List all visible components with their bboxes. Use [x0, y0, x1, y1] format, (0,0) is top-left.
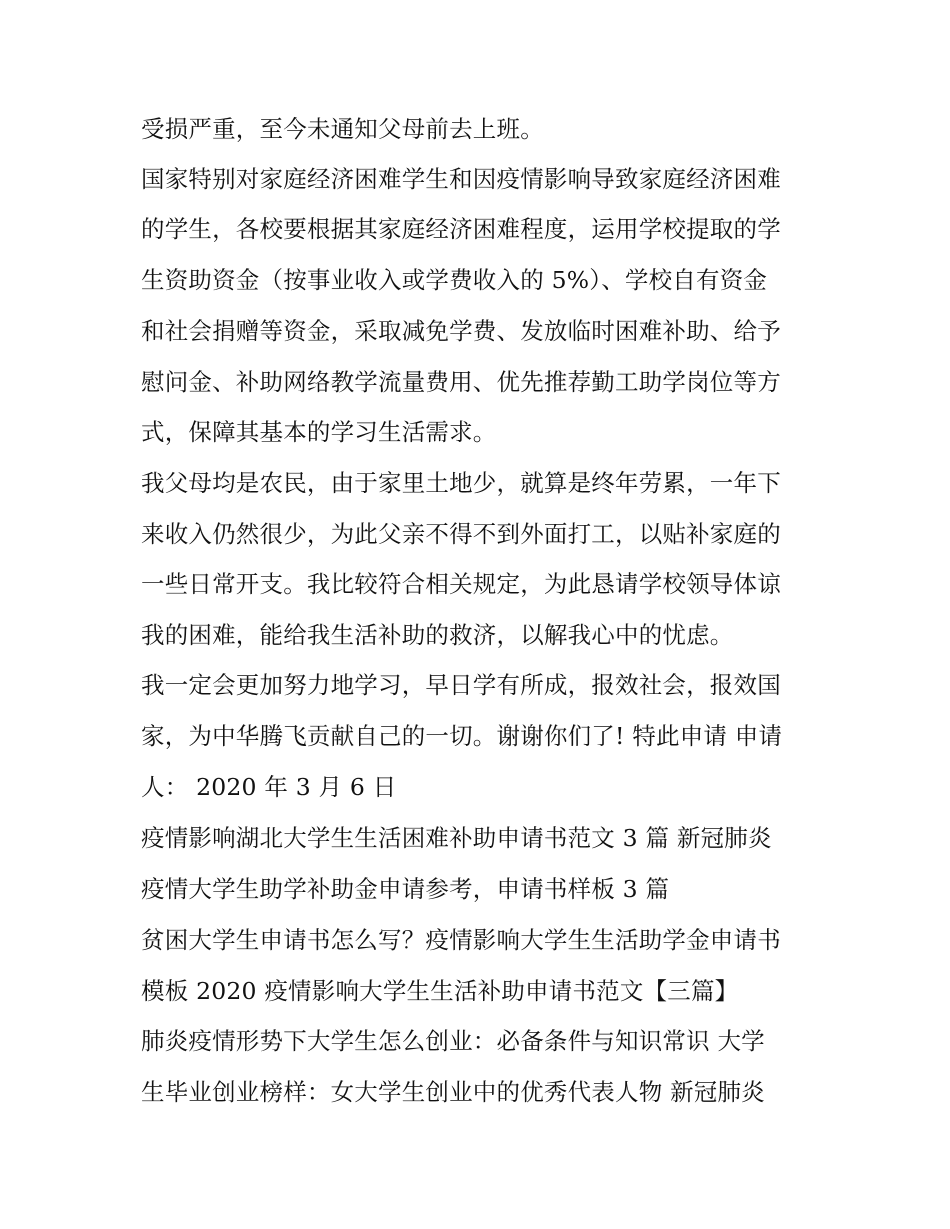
text-line: 人： 2020 年 3 月 6 日 [141, 773, 397, 801]
text-line: 家，为中华腾飞贡献自己的一切。谢谢你们了! 特此申请 申请 [141, 722, 783, 750]
text-line: 受损严重，至今未通知父母前去上班。 [141, 115, 544, 143]
text-line: 的学生，各校要根据其家庭经济困难程度，运用学校提取的学 [141, 215, 781, 243]
text-line: 贫困大学生申请书怎么写？疫情影响大学生生活助学金申请书 [141, 926, 781, 954]
text-line: 来收入仍然很少，为此父亲不得不到外面打工，以贴补家庭的 [141, 520, 781, 548]
text-line: 我父母均是农民，由于家里土地少，就算是终年劳累，一年下 [141, 469, 781, 497]
text-line: 慰问金、补助网络教学流量费用、优先推荐勤工助学岗位等方 [141, 368, 781, 396]
text-line: 生毕业创业榜样：女大学生创业中的优秀代表人物 新冠肺炎 [141, 1078, 765, 1106]
text-line: 疫情大学生助学补助金申请参考，申请书样板 3 篇 [141, 875, 670, 903]
text-line: 我一定会更加努力地学习，早日学有所成，报效社会，报效国 [141, 671, 781, 699]
text-line: 疫情影响湖北大学生生活困难补助申请书范文 3 篇 新冠肺炎 [141, 824, 772, 852]
text-line: 模板 2020 疫情影响大学生生活补助申请书范文【三篇】 [141, 977, 739, 1005]
text-line: 式，保障其基本的学习生活需求。 [141, 418, 497, 446]
text-line: 肺炎疫情形势下大学生怎么创业：必备条件与知识常识 大学 [141, 1027, 765, 1055]
text-line: 和社会捐赠等资金，采取减免学费、发放临时困难补助、给予 [141, 317, 781, 345]
text-line: 我的困难，能给我生活补助的救济，以解我心中的忧虑。 [141, 621, 734, 649]
text-line: 生资助资金（按事业收入或学费收入的 5%）、学校自有资金 [141, 266, 768, 294]
text-line: 国家特别对家庭经济困难学生和因疫情影响导致家庭经济困难 [141, 165, 781, 193]
text-line: 一些日常开支。我比较符合相关规定，为此恳请学校领导体谅 [141, 570, 781, 598]
